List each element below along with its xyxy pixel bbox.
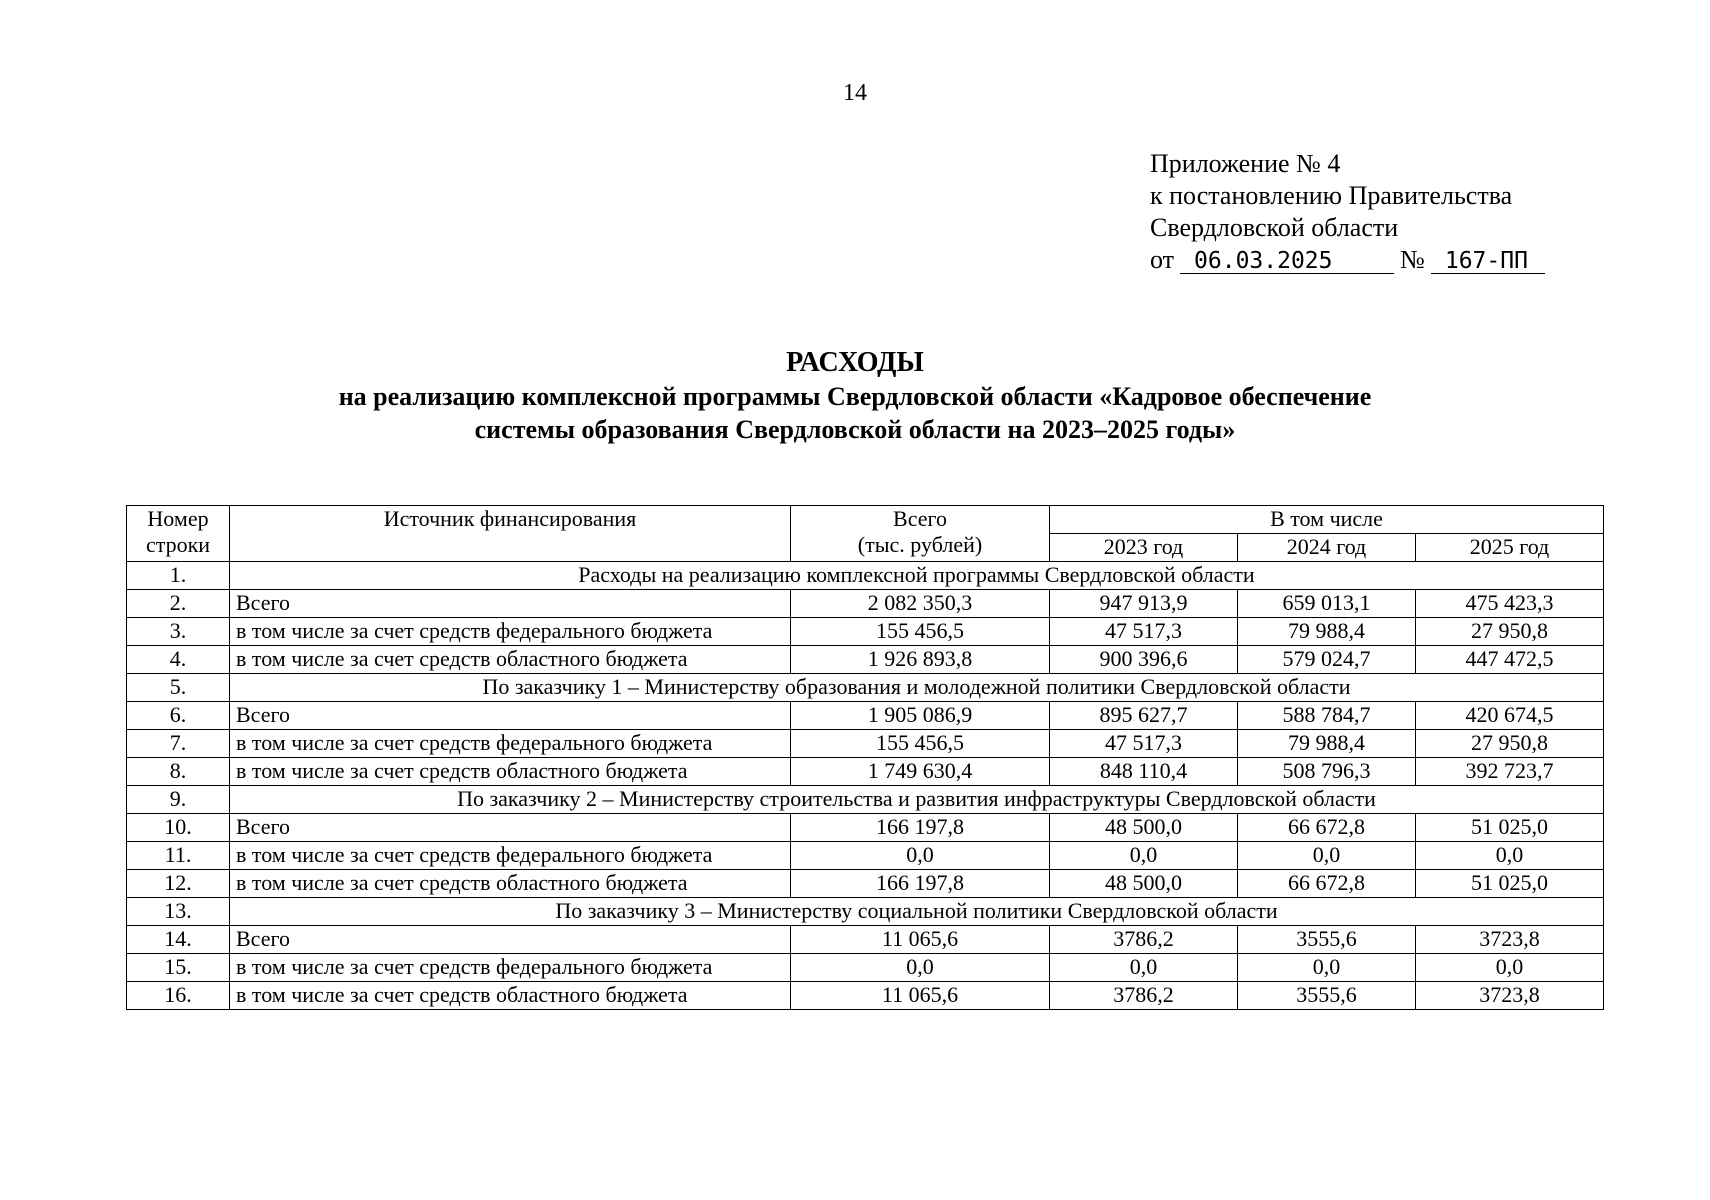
row-source: Всего [230,590,791,618]
section-title: Расходы на реализацию комплексной программы Свердловской области [230,562,1604,590]
header-source [230,506,791,562]
row-number: 2. [127,590,230,618]
row-2024: 659 013,1 [1238,590,1416,618]
row-2024: 66 672,8 [1238,814,1416,842]
row-total: 0,0 [791,954,1050,982]
header-num-line-1: Номер [147,506,209,531]
row-2024: 3555,6 [1238,982,1416,1010]
row-2025: 3723,8 [1416,982,1604,1010]
row-total: 155 456,5 [791,730,1050,758]
row-number: 8. [127,758,230,786]
row-total: 0,0 [791,842,1050,870]
from-label: от [1150,245,1175,274]
row-source: в том числе за счет средств областного бюджета [230,758,791,786]
header-including: В том числе [1050,506,1604,534]
row-total: 166 197,8 [791,870,1050,898]
row-2024: 0,0 [1238,842,1416,870]
title-line-1: на реализацию комплексной программы Свердловской области «Кадровое обеспечение [338,382,1372,411]
row-source: в том числе за счет средств областного бюджета [230,870,791,898]
row-2023: 48 500,0 [1050,870,1238,898]
header-source-label: Источник финансирования [383,506,637,531]
table-header-row-1 [127,506,1604,534]
row-number: 14. [127,926,230,954]
table-row [127,898,1604,926]
row-number: 11. [127,842,230,870]
appendix-line-1: Приложение № 4 [1150,149,1341,178]
header-total-line-1: Всего [893,506,947,531]
row-2023: 48 500,0 [1050,814,1238,842]
row-source: Всего [230,702,791,730]
row-number: 7. [127,730,230,758]
row-2024: 3555,6 [1238,926,1416,954]
header-total-line-2: (тыс. рублей) [857,532,983,557]
row-2023: 47 517,3 [1050,618,1238,646]
row-2025: 51 025,0 [1416,814,1604,842]
table-row [127,562,1604,590]
row-2024: 0,0 [1238,954,1416,982]
header-num-line-2: строки [145,532,211,557]
title-main: РАСХОДЫ [786,347,924,378]
row-2023: 0,0 [1050,842,1238,870]
document-title [0,346,1710,446]
row-2025: 27 950,8 [1416,618,1604,646]
header-row-number [127,506,230,562]
row-2025: 51 025,0 [1416,870,1604,898]
row-2025: 392 723,7 [1416,758,1604,786]
row-number: 15. [127,954,230,982]
table-row [127,870,1604,898]
table-row [127,954,1604,982]
section-title: По заказчику 3 – Министерству социальной политики Свердловской области [230,898,1604,926]
table-row [127,618,1604,646]
page-number: 14 [843,80,867,106]
row-source: в том числе за счет средств федерального бюджета [230,618,791,646]
row-total: 1 749 630,4 [791,758,1050,786]
row-2024: 66 672,8 [1238,870,1416,898]
table-row [127,590,1604,618]
appendix-date-number-line [1150,244,1551,276]
row-source: в том числе за счет средств федерального бюджета [230,954,791,982]
section-title: По заказчику 2 – Министерству строительства и развития инфраструктуры Свердловской области [230,786,1604,814]
row-2023: 3786,2 [1050,982,1238,1010]
appendix-line-3: Свердловской области [1150,213,1399,242]
row-2025: 0,0 [1416,954,1604,982]
row-number: 1. [127,562,230,590]
row-total: 11 065,6 [791,926,1050,954]
table-row [127,814,1604,842]
table-row [127,982,1604,1010]
table-row [127,730,1604,758]
expenses-table [126,505,1604,1010]
row-source: в том числе за счет средств областного бюджета [230,646,791,674]
row-2023: 3786,2 [1050,926,1238,954]
row-2023: 895 627,7 [1050,702,1238,730]
row-total: 1 926 893,8 [791,646,1050,674]
row-total: 155 456,5 [791,618,1050,646]
row-2025: 27 950,8 [1416,730,1604,758]
row-2024: 579 024,7 [1238,646,1416,674]
row-2024: 79 988,4 [1238,730,1416,758]
appendix-block [1150,148,1551,276]
row-number: 5. [127,674,230,702]
header-year-2023: 2023 год [1050,534,1238,562]
row-total: 1 905 086,9 [791,702,1050,730]
header-year-2024: 2024 год [1238,534,1416,562]
row-source: в том числе за счет средств федерального бюджета [230,842,791,870]
row-2023: 47 517,3 [1050,730,1238,758]
appendix-line-2: к постановлению Правительства [1150,181,1513,210]
row-2025: 3723,8 [1416,926,1604,954]
table-row [127,786,1604,814]
decree-date: 06.03.2025 [1180,249,1394,274]
row-number: 10. [127,814,230,842]
table-row [127,646,1604,674]
row-2025: 0,0 [1416,842,1604,870]
row-number: 12. [127,870,230,898]
table-row [127,926,1604,954]
row-2023: 900 396,6 [1050,646,1238,674]
title-line-2: системы образования Свердловской области на 2023–2025 годы» [474,415,1236,444]
row-number: 16. [127,982,230,1010]
row-number: 3. [127,618,230,646]
row-2024: 508 796,3 [1238,758,1416,786]
table-row [127,758,1604,786]
row-2023: 0,0 [1050,954,1238,982]
row-2024: 588 784,7 [1238,702,1416,730]
header-total [791,506,1050,562]
row-2023: 947 913,9 [1050,590,1238,618]
decree-number: 167-ПП [1431,249,1545,274]
row-number: 9. [127,786,230,814]
row-2025: 420 674,5 [1416,702,1604,730]
row-source: Всего [230,926,791,954]
table-row [127,842,1604,870]
row-source: Всего [230,814,791,842]
row-number: 13. [127,898,230,926]
table-row [127,674,1604,702]
header-year-2025: 2025 год [1416,534,1604,562]
table-row [127,702,1604,730]
row-2025: 475 423,3 [1416,590,1604,618]
row-number: 6. [127,702,230,730]
row-2024: 79 988,4 [1238,618,1416,646]
row-number: 4. [127,646,230,674]
row-total: 166 197,8 [791,814,1050,842]
row-2025: 447 472,5 [1416,646,1604,674]
row-total: 11 065,6 [791,982,1050,1010]
row-total: 2 082 350,3 [791,590,1050,618]
row-2023: 848 110,4 [1050,758,1238,786]
row-source: в том числе за счет средств областного бюджета [230,982,791,1010]
section-title: По заказчику 1 – Министерству образования и молодежной политики Свердловской области [230,674,1604,702]
number-label: № [1400,245,1425,274]
row-source: в том числе за счет средств федерального бюджета [230,730,791,758]
